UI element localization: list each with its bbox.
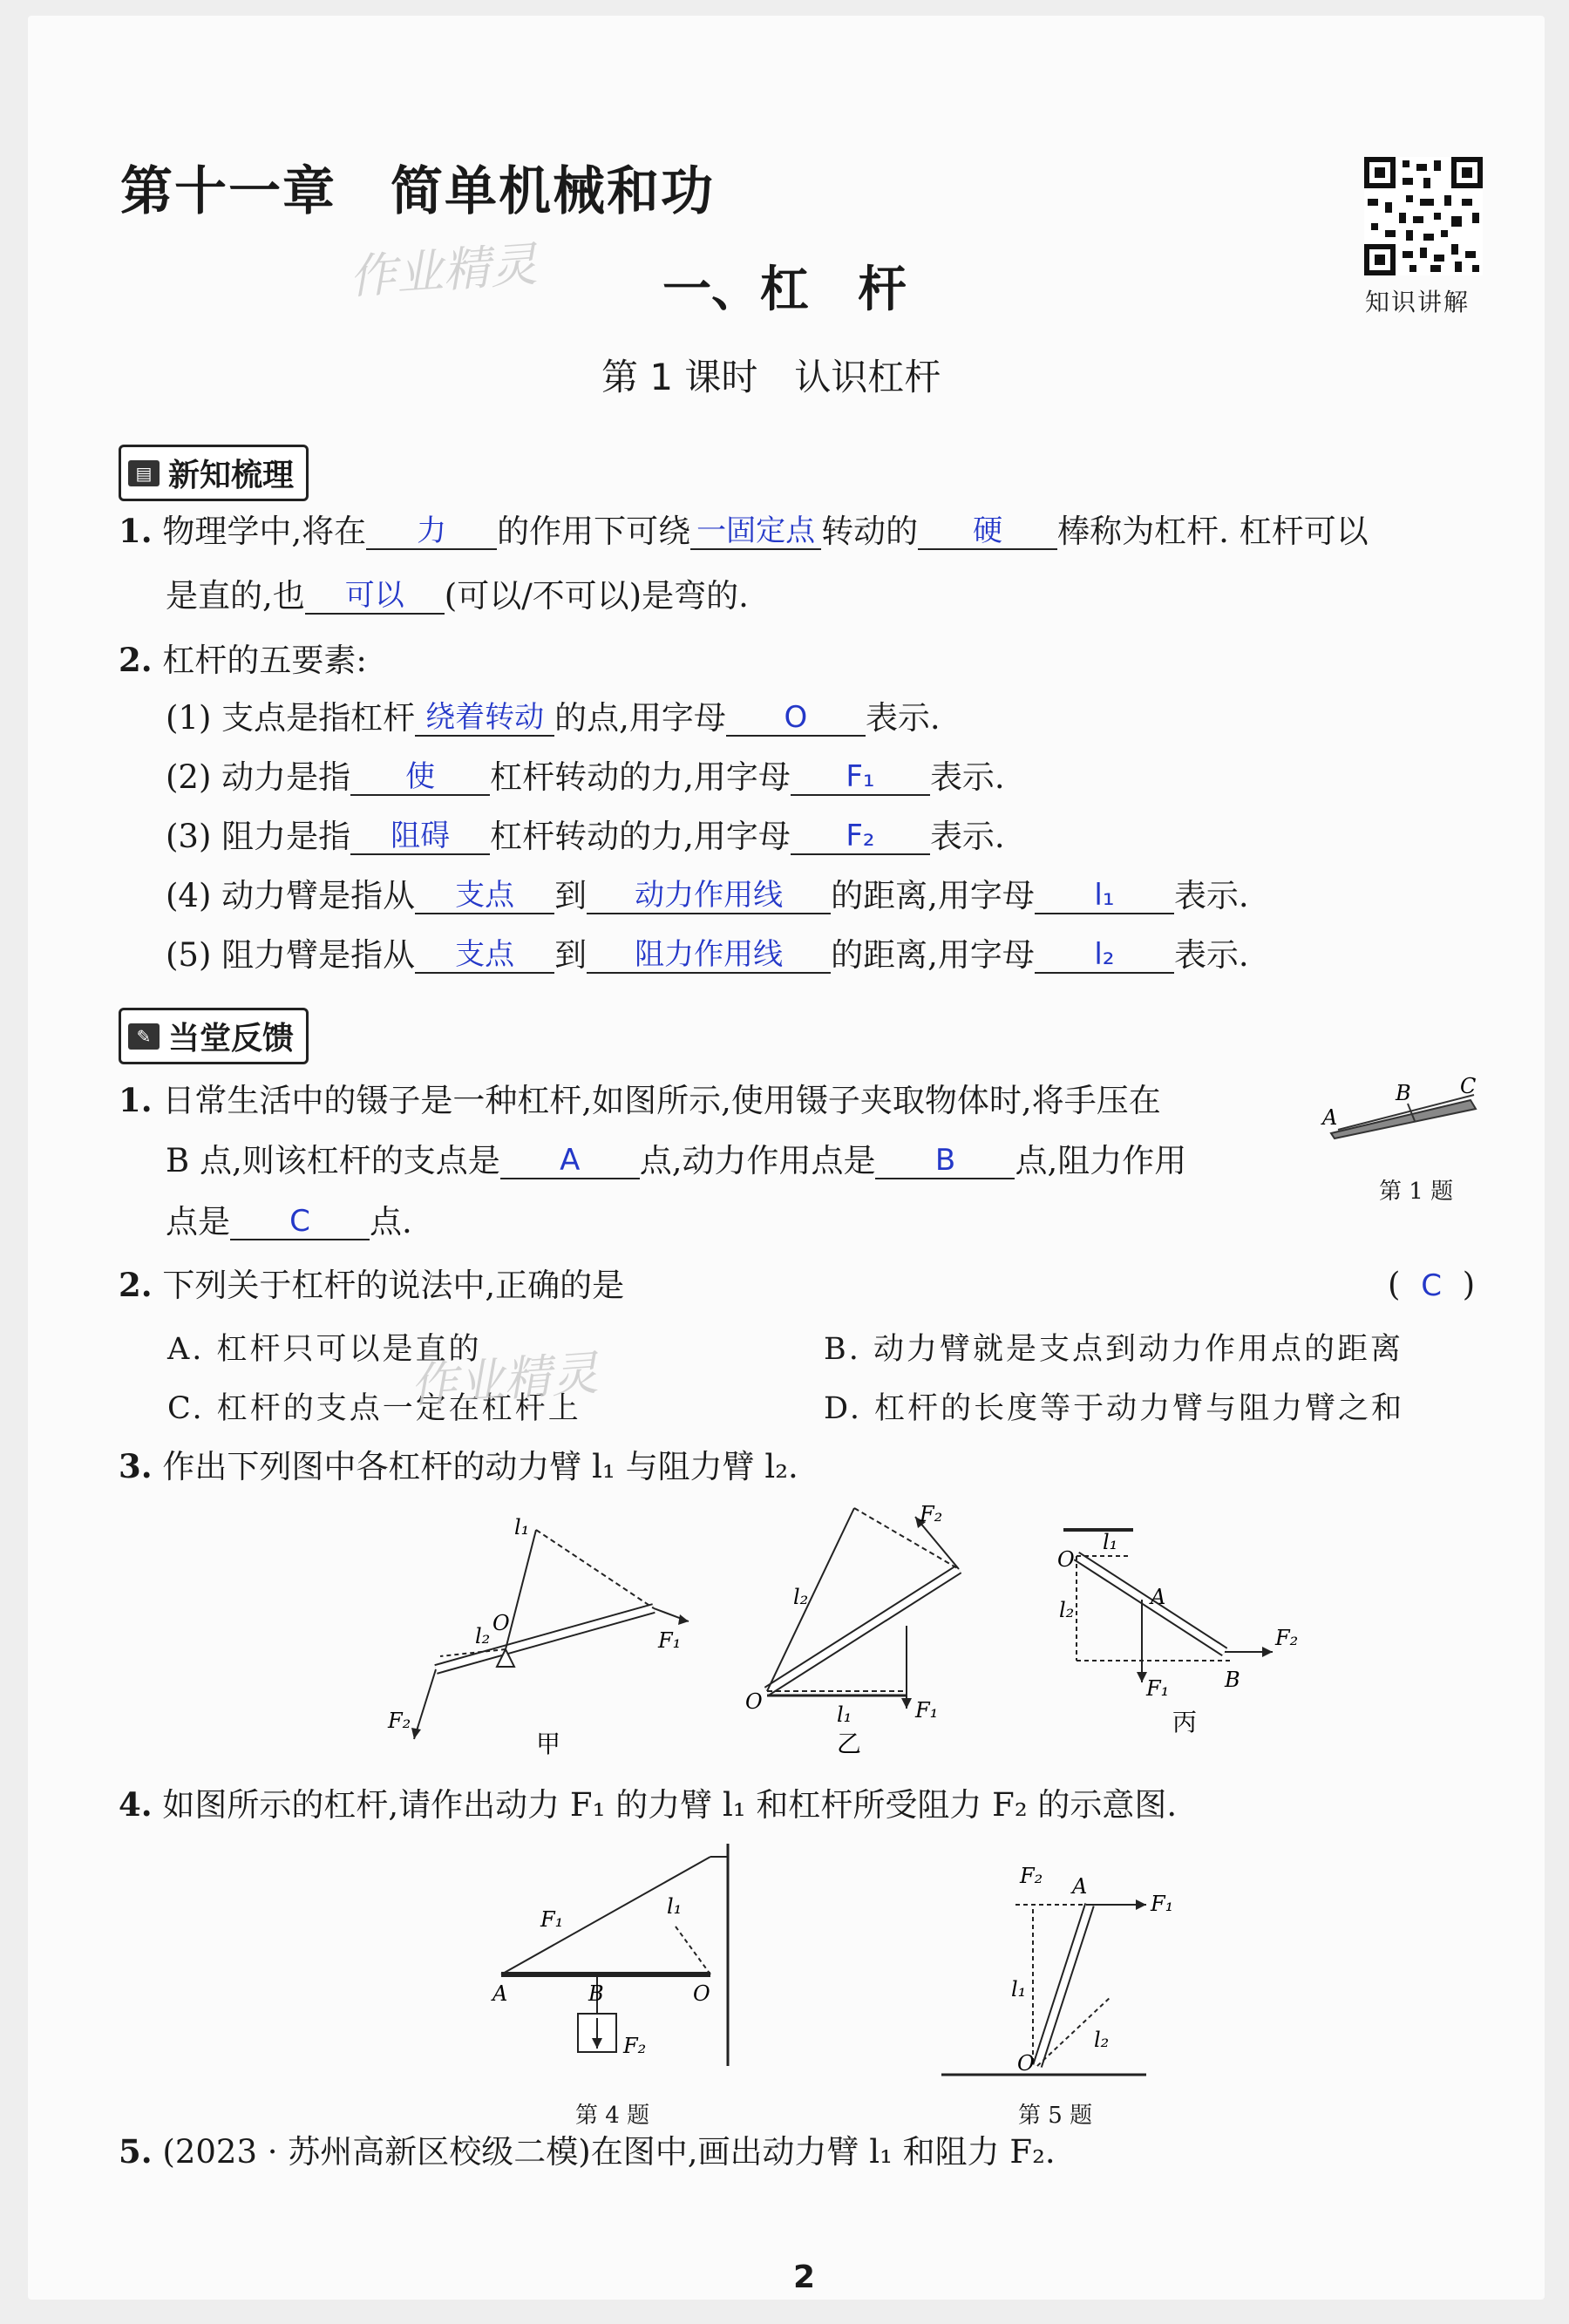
answer-blank[interactable]: 绕着转动 (415, 700, 554, 737)
answer-blank[interactable]: F₁ (791, 759, 930, 796)
answer-blank[interactable]: 阻力作用线 (587, 937, 831, 974)
nk-q2-intro: 2. 杠杆的五要素: (119, 641, 367, 679)
section-badge-feedback (119, 1008, 309, 1064)
label-l2: l₂ (1059, 1598, 1075, 1622)
pencil-icon: ✎ (128, 1023, 160, 1050)
answer-blank[interactable]: O (726, 700, 866, 737)
watermark: 作业精灵 (408, 1345, 601, 1414)
answer-blank[interactable]: 动力作用线 (587, 878, 831, 914)
label-o: O (693, 1981, 710, 2006)
badge-label: 新知梳理 (168, 458, 295, 493)
label-a: A (492, 1981, 508, 2006)
fb-q1-line1: 1. 日常生活中的镊子是一种杠杆,如图所示,使用镊子夹取物体时,将手压在 (119, 1081, 1161, 1119)
answer-blank[interactable]: 支点 (415, 878, 554, 914)
qr-label: 知识讲解 (1365, 288, 1471, 316)
answer-blank[interactable]: A (500, 1143, 640, 1179)
label-f1: F₁ (1146, 1676, 1170, 1701)
label-l2: l₂ (793, 1585, 809, 1609)
badge-label: 当堂反馈 (168, 1021, 295, 1057)
figure-yi (732, 1499, 976, 1761)
fb-q2-answer: ( C ) (1388, 1266, 1476, 1303)
option-a[interactable]: A. 杠杆只可以是直的 (167, 1332, 482, 1367)
fb-q3-stem: 3. 作出下列图中各杠杆的动力臂 l₁ 与阻力臂 l₂. (119, 1447, 798, 1485)
label-f2: F₂ (1275, 1626, 1299, 1650)
figure-bing (1050, 1521, 1299, 1739)
answer-blank[interactable]: B (875, 1143, 1015, 1179)
nk-q2-item-4: (4) 动力臂是指从 支点 到 动力作用线 的距离,用字母 l₁ 表示. (166, 877, 1249, 914)
label-l1: l₁ (1103, 1530, 1118, 1554)
label-b: B (1225, 1668, 1240, 1692)
label-l1: l₁ (667, 1894, 683, 1919)
caption-jia: 甲 (536, 1729, 561, 1758)
label-b: B (588, 1981, 604, 2006)
lesson-title: 第 1 课时 认识杠杆 (601, 356, 941, 398)
label-f2: F₂ (920, 1502, 943, 1526)
label-o: O (492, 1611, 510, 1635)
answer-blank[interactable]: l₂ (1035, 937, 1174, 974)
fb-q1-line2: B 点,则该杠杆的支点是 A 点,动力作用点是 B 点,阻力作用 (166, 1142, 1187, 1179)
label-l2: l₂ (475, 1624, 491, 1648)
label-a: A (1151, 1585, 1166, 1609)
fb-q5-stem: 5. (2023 · 苏州高新区校级二模)在图中,画出动力臂 l₁ 和阻力 F₂. (119, 2132, 1056, 2171)
nk-q2-item-1: (1) 支点是指杠杆 绕着转动 的点,用字母 O 表示. (166, 699, 941, 737)
chapter-title: 第十一章 简单机械和功 (120, 161, 715, 222)
section-badge-new-knowledge (119, 445, 309, 501)
nk-q2-item-2: (2) 动力是指 使 杠杆转动的力,用字母 F₁ 表示. (166, 758, 1005, 796)
qr-code-icon[interactable] (1364, 157, 1483, 275)
label-f2: F₂ (623, 2034, 647, 2058)
nk-q1-line1: 1. 物理学中,将在 力 的作用下可绕 一固定点 转动的 硬 棒称为杠杆. 杠杆可以 (119, 512, 1369, 550)
label-b: B (1396, 1081, 1411, 1105)
answer-blank[interactable]: 使 (350, 759, 490, 796)
caption-yi: 乙 (837, 1729, 862, 1758)
answer-blank[interactable]: 一固定点 (690, 513, 821, 550)
label-o: O (1057, 1547, 1075, 1572)
caption-bing: 丙 (1172, 1708, 1198, 1736)
label-o: O (745, 1689, 763, 1714)
fb-q4-stem: 4. 如图所示的杠杆,请作出动力 F₁ 的力臂 l₁ 和杠杆所受阻力 F₂ 的示意图. (119, 1785, 1178, 1824)
caption-q5: 第 5 题 (1018, 2103, 1093, 2129)
label-f2: F₂ (1020, 1864, 1043, 1888)
label-l1: l₁ (514, 1515, 530, 1539)
figure-q4 (475, 1839, 754, 2092)
answer-blank[interactable]: 阻碍 (350, 819, 490, 855)
figure-q5 (937, 1857, 1174, 2092)
label-c: C (1460, 1074, 1477, 1098)
label-a: A (1322, 1105, 1338, 1130)
figure-jia (366, 1499, 715, 1761)
answer-blank[interactable]: F₂ (791, 819, 930, 855)
answer-blank[interactable]: C (230, 1204, 370, 1240)
label-a: A (1072, 1874, 1088, 1899)
label-f1: F₁ (1151, 1892, 1174, 1916)
book-icon: ▤ (128, 460, 160, 486)
nk-q1-line2: 是直的,也 可以 (可以/不可以)是弯的. (166, 577, 749, 615)
fb-q2-stem: 2. 下列关于杠杆的说法中,正确的是 (119, 1266, 625, 1304)
fb-q1-line3: 点是 C 点. (166, 1203, 412, 1240)
nk-q2-item-5: (5) 阻力臂是指从 支点 到 阻力作用线 的距离,用字母 l₂ 表示. (166, 936, 1249, 974)
option-c[interactable]: C. 杠杆的支点一定在杠杆上 (167, 1391, 581, 1426)
answer-blank[interactable]: 支点 (415, 937, 554, 974)
page-number: 2 (793, 2259, 816, 2295)
option-b[interactable]: B. 动力臂就是支点到动力作用点的距离 (824, 1332, 1403, 1367)
answer-blank[interactable]: l₁ (1035, 878, 1174, 914)
label-f1: F₁ (540, 1907, 564, 1932)
label-f1: F₁ (915, 1698, 939, 1723)
watermark: 作业精灵 (347, 236, 540, 305)
tweezers-figure (1321, 1074, 1495, 1144)
answer-blank[interactable]: 可以 (305, 578, 445, 615)
section-title: 一、杠 杆 (662, 261, 907, 318)
answer-blank[interactable]: 力 (366, 513, 497, 550)
label-f1: F₁ (658, 1628, 682, 1653)
label-o: O (1017, 2051, 1035, 2076)
caption-q4: 第 4 题 (575, 2103, 650, 2129)
answer-blank[interactable]: 硬 (918, 513, 1057, 550)
answer-choice[interactable]: C (1421, 1268, 1442, 1303)
option-d[interactable]: D. 杠杆的长度等于动力臂与阻力臂之和 (824, 1391, 1405, 1426)
label-l1: l₁ (1011, 1977, 1027, 2001)
label-l1: l₁ (837, 1702, 852, 1727)
label-l2: l₂ (1094, 2028, 1110, 2052)
fig1-caption: 第 1 题 (1379, 1179, 1454, 1205)
nk-q2-item-3: (3) 阻力是指 阻碍 杠杆转动的力,用字母 F₂ 表示. (166, 818, 1005, 855)
label-f2: F₂ (388, 1709, 411, 1733)
